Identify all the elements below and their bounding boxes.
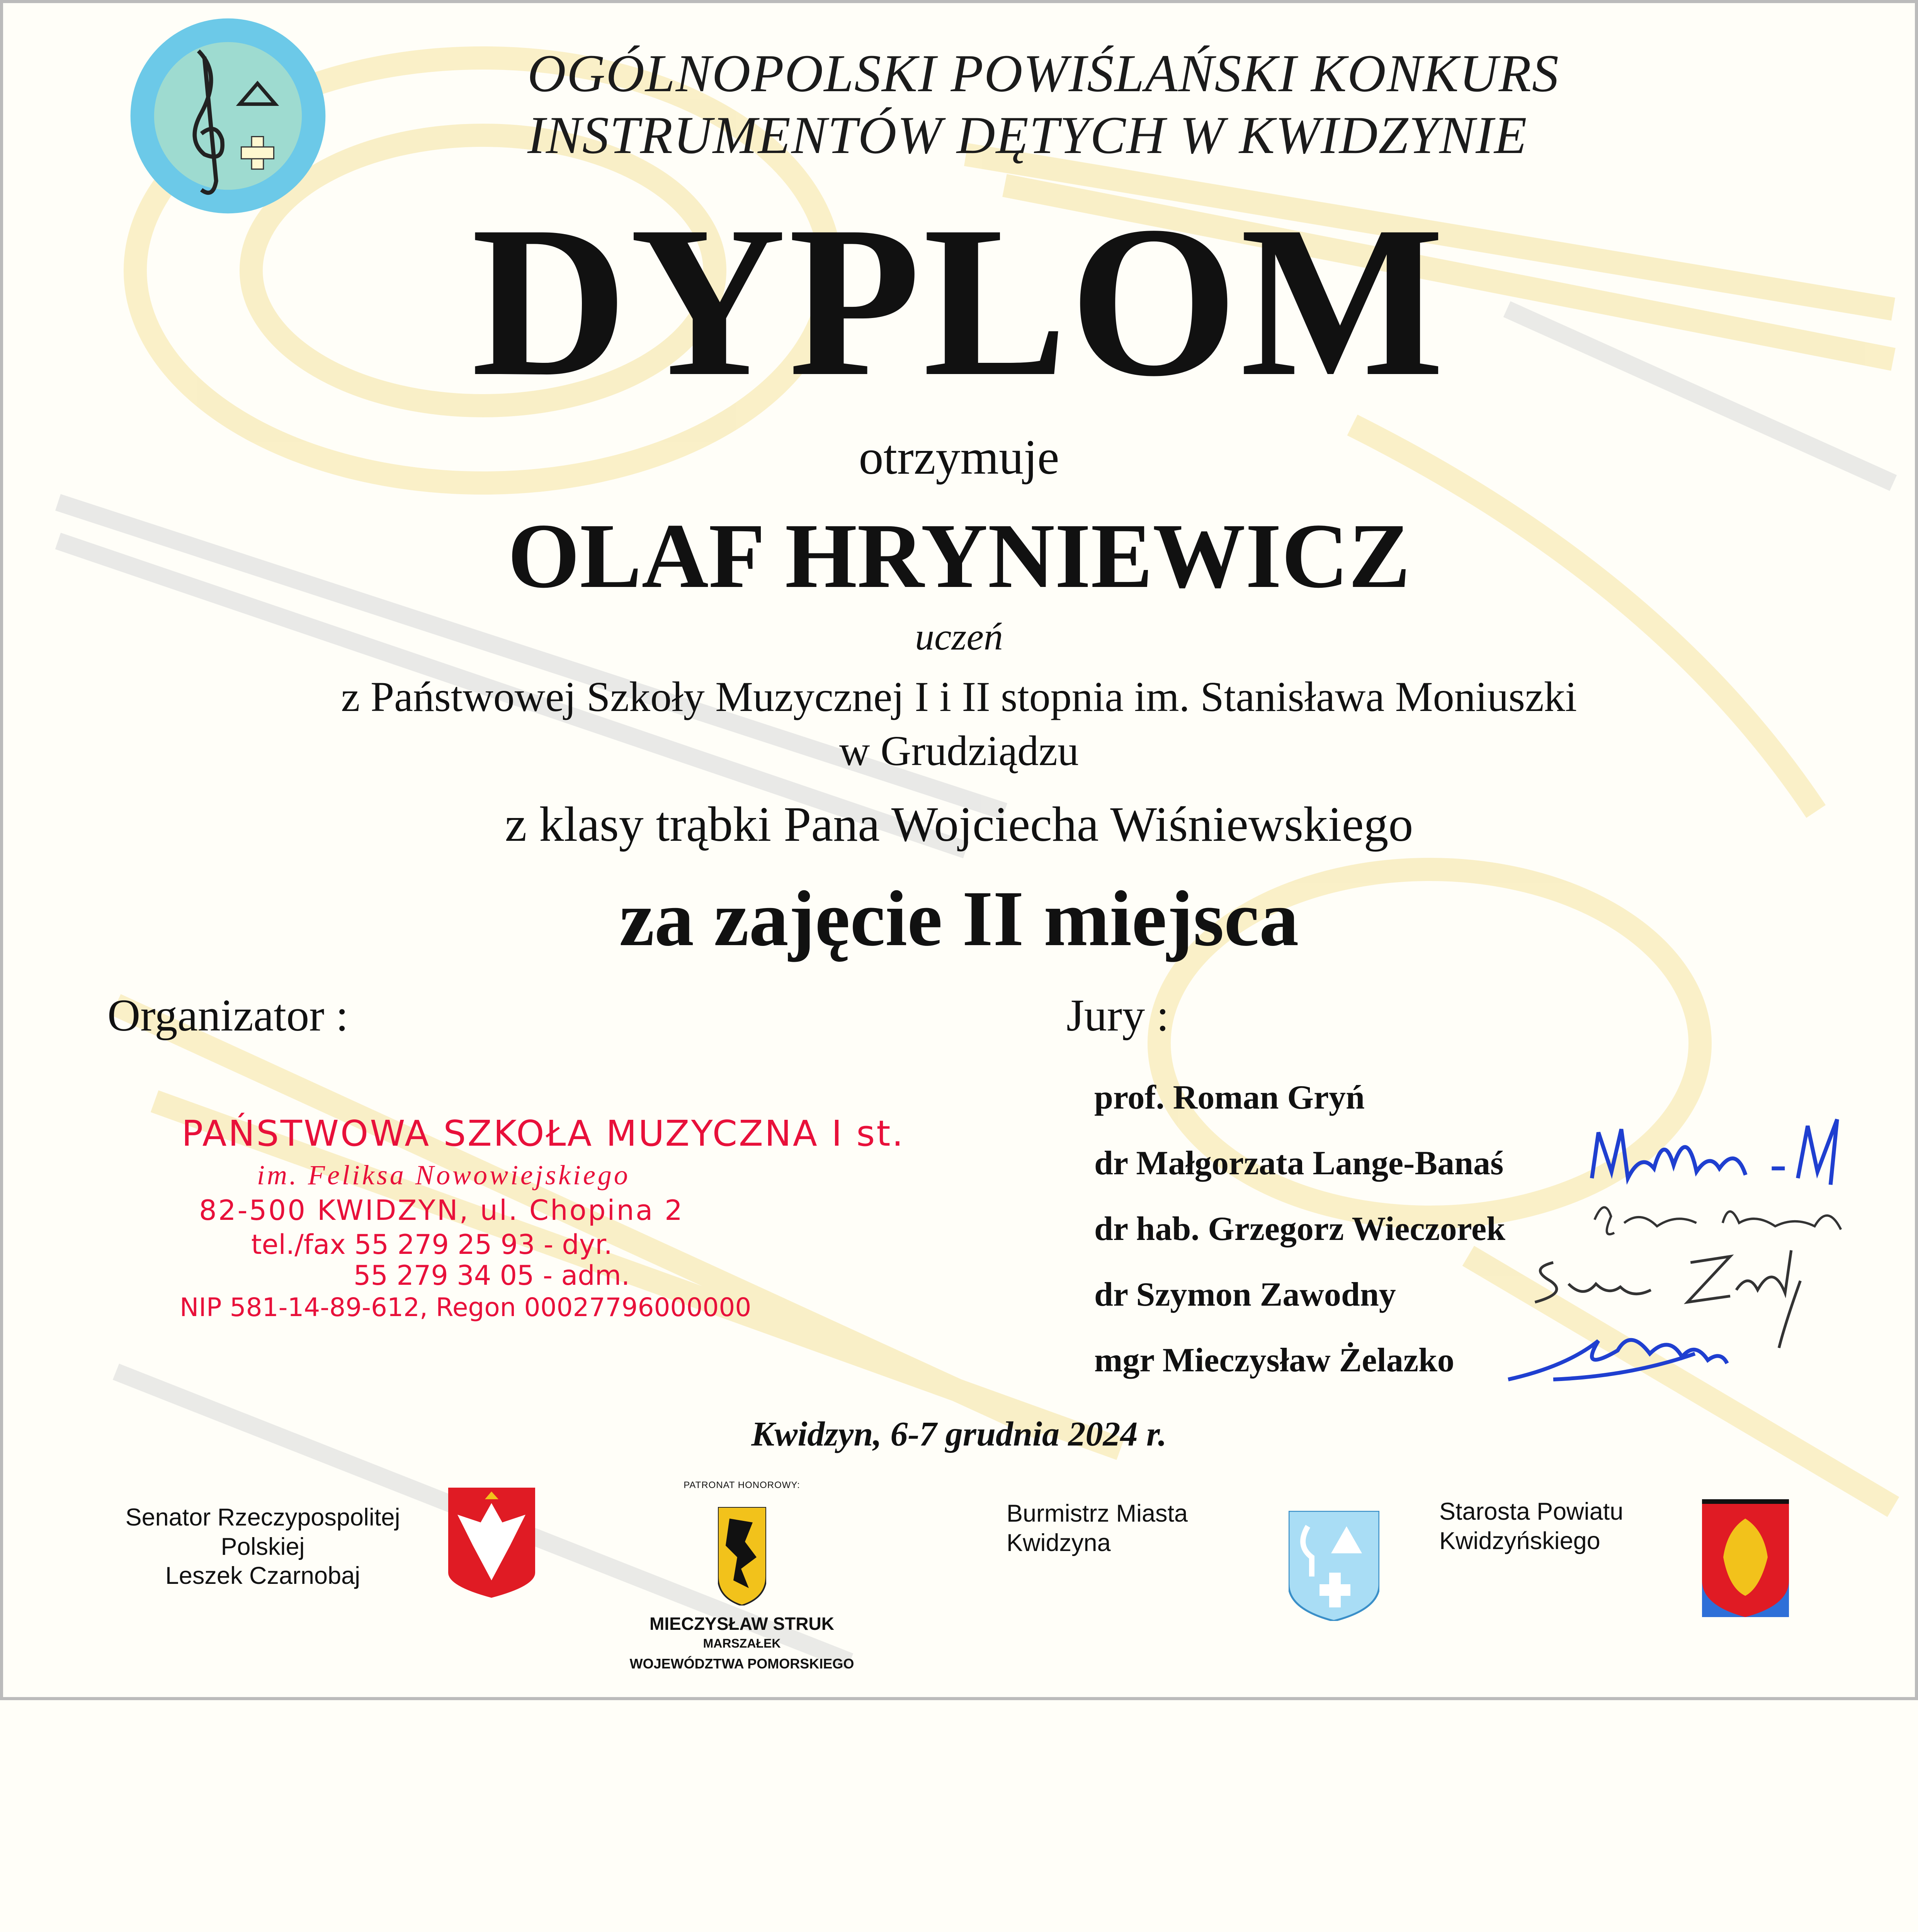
mayor-line1: Burmistrz Miasta — [1007, 1500, 1188, 1527]
school-line1: z Państwowej Szkoły Muzycznej I i II stopnia im. Stanisława Moniuszki — [341, 673, 1577, 720]
signature-zelazko — [1476, 1302, 1785, 1399]
starosta-line2: Kwidzyńskiego — [1439, 1527, 1600, 1554]
signature-lange-banas — [1565, 1113, 1874, 1198]
marshal-title: MARSZAŁEK — [703, 1636, 781, 1650]
jury-member: dr hab. Grzegorz Wieczorek — [1094, 1210, 1505, 1248]
school-logo — [128, 15, 328, 216]
organizer-stamp-line5: 55 279 34 05 - adm. — [354, 1260, 630, 1291]
jury-member: dr Małgorzata Lange-Banaś — [1094, 1145, 1504, 1182]
school-line2: w Grudziądzu — [839, 727, 1079, 774]
marshal-region: WOJEWÓDZTWA POMORSKIEGO — [629, 1656, 854, 1672]
place-and-date: Kwidzyn, 6-7 grudnia 2024 r. — [751, 1415, 1167, 1453]
senator-line3: Leszek Czarnobaj — [165, 1562, 360, 1590]
patronat-label: PATRONAT HONOROWY: — [684, 1480, 800, 1490]
class-line: z klasy trąbki Pana Wojciecha Wiśniewskiego — [505, 797, 1413, 852]
organizer-label: Organizator : — [107, 990, 349, 1041]
jury-label: Jury : — [1066, 990, 1169, 1041]
organizer-stamp-line2: im. Feliksa Nowowiejskiego — [257, 1160, 630, 1190]
jury-member: mgr Mieczysław Żelazko — [1094, 1342, 1454, 1379]
award-text: za zajęcie II miejsca — [619, 875, 1299, 963]
recipient-name: OLAF HRYNIEWICZ — [507, 504, 1411, 607]
jury-member: prof. Roman Gryń — [1094, 1079, 1365, 1116]
starosta-patron — [1439, 1497, 1623, 1556]
mayor-line2: Kwidzyna — [1007, 1529, 1111, 1556]
polish-eagle-emblem-icon — [448, 1488, 535, 1598]
senator-line1: Senator Rzeczypospolitej — [125, 1504, 400, 1531]
receives-text: otrzymuje — [859, 430, 1059, 485]
organizer-stamp-line3: 82-500 KWIDZYN, ul. Chopina 2 — [199, 1194, 684, 1226]
pomorze-griffin-emblem-icon — [718, 1507, 766, 1605]
organizer-stamp-line6: NIP 581-14-89-612, Regon 00027796000000 — [180, 1293, 752, 1322]
kwidzyn-coat-of-arms-icon — [1289, 1511, 1379, 1621]
organizer-stamp-line1: PAŃSTWOWA SZKOŁA MUZYCZNA I st. — [182, 1113, 905, 1154]
starosta-line1: Starosta Powiatu — [1439, 1498, 1624, 1525]
contest-name-line2: INSTRUMENTÓW DĘTYCH W KWIDZYNIE — [527, 105, 1528, 165]
mayor-patron — [1007, 1499, 1188, 1558]
marshal-name: MIECZYSŁAW STRUK — [650, 1614, 834, 1634]
recipient-role: uczeń — [915, 615, 1003, 658]
jury-member: dr Szymon Zawodny — [1094, 1276, 1396, 1313]
senator-line2: Polskiej — [221, 1533, 305, 1560]
diploma-title: DYPLOM — [471, 182, 1447, 421]
senator-patron — [112, 1503, 413, 1591]
kwidzyn-county-coat-of-arms-icon — [1702, 1499, 1789, 1617]
contest-name-line1: OGÓLNOPOLSKI POWIŚLAŃSKI KONKURS — [527, 44, 1559, 103]
organizer-stamp-line4: tel./fax 55 279 25 93 - dyr. — [251, 1229, 612, 1260]
